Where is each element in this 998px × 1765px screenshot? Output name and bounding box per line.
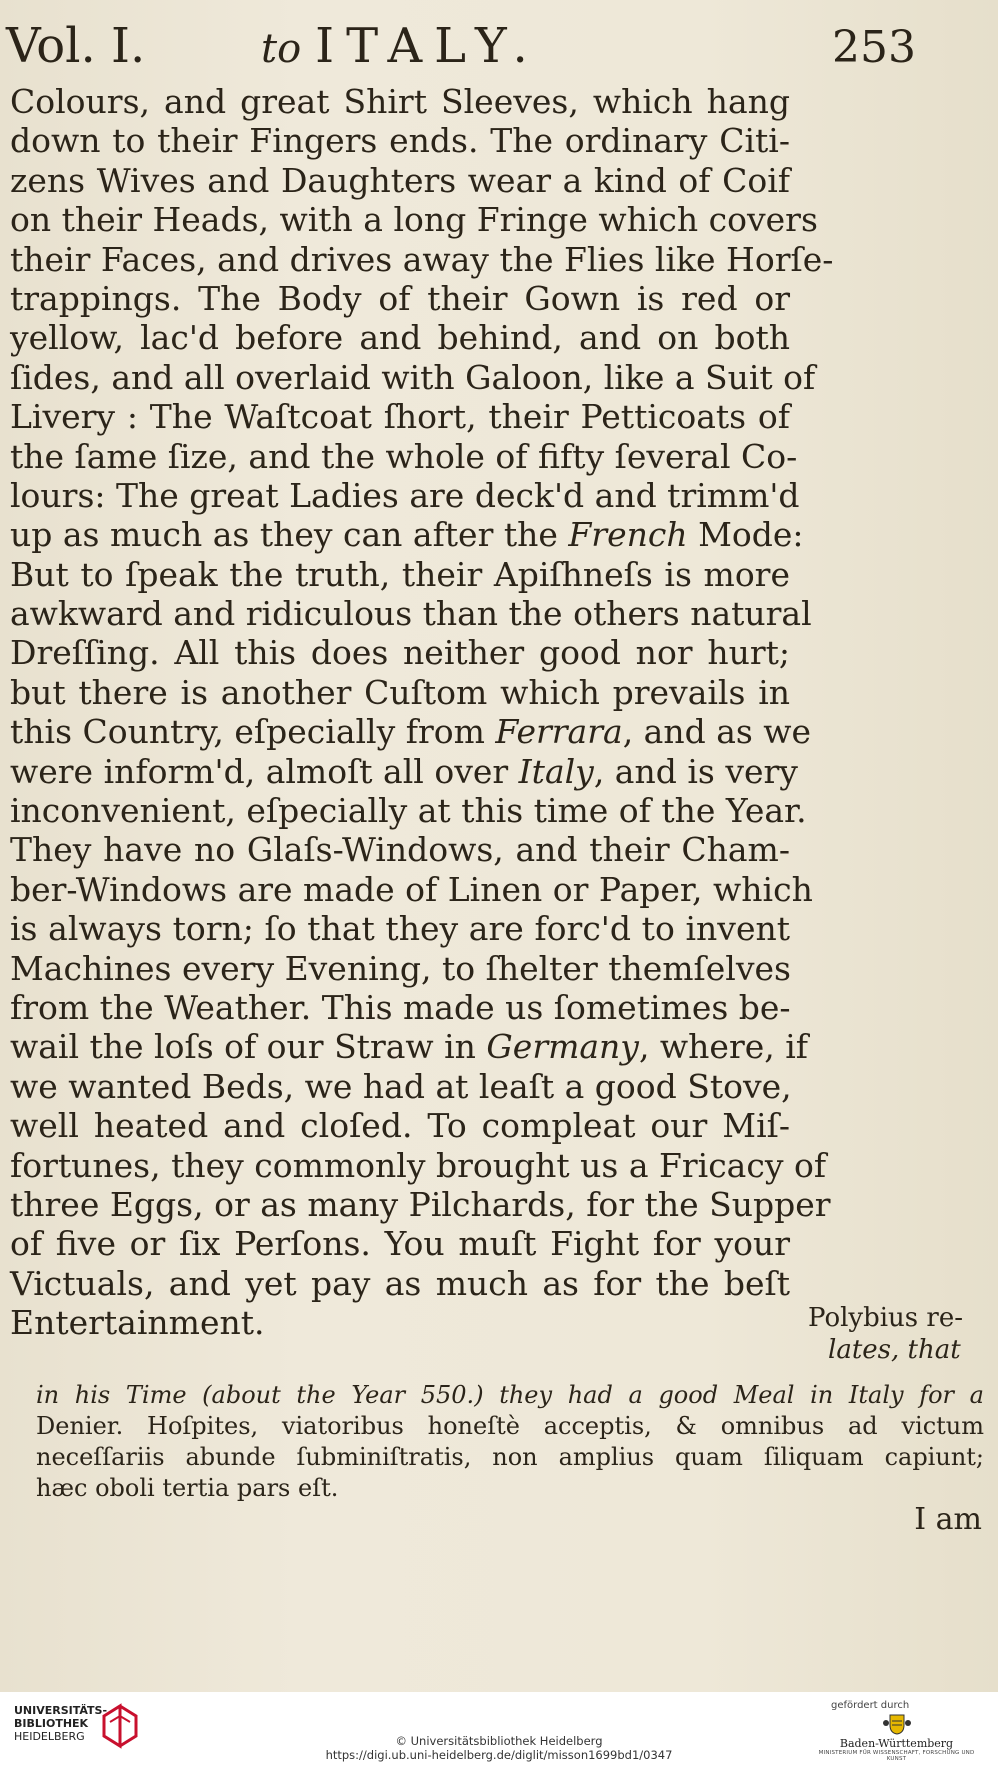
text-line: trappings. The Body of their Gown is red or xyxy=(10,278,790,318)
text-line: is always torn; ſo that they are forc'd to invent xyxy=(10,909,790,949)
catchword: I am xyxy=(914,1502,982,1537)
text-line: lours: The great Ladies are deck'd and trimm'd xyxy=(10,475,800,515)
text-line: this Country, eſpecially from Ferrara, and as we xyxy=(10,712,812,752)
text-line: the ſame ſize, and the whole of fifty ſeveral Co- xyxy=(10,436,798,476)
text-line: Machines every Evening, to ſhelter themſelves xyxy=(10,948,791,988)
text-line: from the Weather. This made us ſometimes be- xyxy=(10,987,791,1027)
permalink[interactable]: https://digi.ub.uni-heidelberg.de/diglit/misson1699bd1/0347 xyxy=(325,1748,673,1762)
main-text-column xyxy=(10,82,834,1343)
text-line: were inform'd, almoſt all over Italy, and is very xyxy=(10,751,798,791)
text-line: awkward and ridiculous than the others natural xyxy=(10,594,812,634)
text-line: fortunes, they commonly brought us a Fricacy of xyxy=(10,1145,827,1185)
page-number: 253 xyxy=(832,22,916,73)
text-line: yellow, lac'd before and behind, and on both xyxy=(10,318,790,358)
margin-note-line: lates, that xyxy=(828,1335,961,1365)
text-line: three Eggs, or as many Pilchards, for the Supper xyxy=(10,1184,831,1224)
text-line: Victuals, and yet pay as much as for the beſt xyxy=(10,1263,790,1303)
footnote-line: Denier. Hoſpites, viatoribus honeſtè acceptis, & omnibus ad victum xyxy=(36,1412,984,1440)
text-line: Entertainment. xyxy=(10,1303,265,1343)
text-line: we wanted Beds, we had at leaſt a good Stove, xyxy=(10,1066,792,1106)
text-line: but there is another Cuſtom which prevails in xyxy=(10,672,790,712)
funder-name: Baden-Württemberg xyxy=(839,1737,954,1750)
footnote-line: neceſſariis abunde ſubminiſtratis, non amplius quam ſiliquam capiunt; xyxy=(36,1443,984,1471)
running-title-prefix: to xyxy=(261,26,302,72)
copyright-text: © Universitätsbibliothek Heidelberg xyxy=(395,1734,603,1748)
text-line: their Faces, and drives away the Flies like Horſe- xyxy=(10,239,834,279)
text-line: Colours, and great Shirt Sleeves, which hang xyxy=(10,82,790,121)
footnote-line: hæc oboli tertia pars eſt. xyxy=(36,1474,339,1502)
footnote-block xyxy=(36,1380,984,1504)
library-name-line: BIBLIOTHEK xyxy=(14,1717,89,1730)
text-line: down to their Fingers ends. The ordinary Citi- xyxy=(10,121,790,161)
library-name-line: UNIVERSITÄTS- xyxy=(14,1704,108,1717)
text-line: They have no Glaſs-Windows, and their Cham- xyxy=(10,830,790,870)
coat-of-arms-icon xyxy=(882,1713,912,1735)
text-line: on their Heads, with a long Fringe which covers xyxy=(10,200,818,240)
running-title xyxy=(261,18,540,74)
text-line: ber-Windows are made of Linen or Paper, which xyxy=(10,869,813,909)
text-line: zens Wives and Daughters wear a kind of Coif xyxy=(10,160,790,200)
running-title-main: ITALY. xyxy=(315,18,540,74)
volume-label: Vol. I. xyxy=(6,18,146,74)
library-name-line: HEIDELBERG xyxy=(14,1730,85,1743)
footnote-line: in his Time (about the Year 550.) they had a good Meal in Italy for a xyxy=(36,1381,984,1409)
funder-logo[interactable] xyxy=(809,1700,984,1762)
text-line: ſides, and all overlaid with Galoon, like a Suit of xyxy=(10,357,816,397)
funder-label: gefördert durch xyxy=(831,1700,910,1711)
funder-subtitle: MINISTERIUM FÜR WISSENSCHAFT, FORSCHUNG UND KUNST xyxy=(818,1750,975,1762)
text-line: Livery : The Waſtcoat ſhort, their Petticoats of xyxy=(10,397,790,437)
margin-note-line: Polybius re- xyxy=(808,1303,964,1333)
text-line: of five or ſix Perſons. You muſt Fight for your xyxy=(10,1224,790,1264)
text-line: wail the loſs of our Straw in Germany, where, if xyxy=(10,1027,809,1067)
text-line: But to ſpeak the truth, their Apiſhneſs is more xyxy=(10,554,790,594)
margin-note xyxy=(808,1302,983,1366)
text-line: Dreſſing. All this does neither good nor hurt; xyxy=(10,633,790,673)
text-line: well heated and cloſed. To compleat our Miſ- xyxy=(10,1106,790,1146)
text-line: inconvenient, eſpecially at this time of the Year. xyxy=(10,791,807,831)
running-header xyxy=(6,18,986,78)
footer-bar xyxy=(0,1692,998,1765)
text-line: up as much as they can after the French Mode: xyxy=(10,515,804,555)
